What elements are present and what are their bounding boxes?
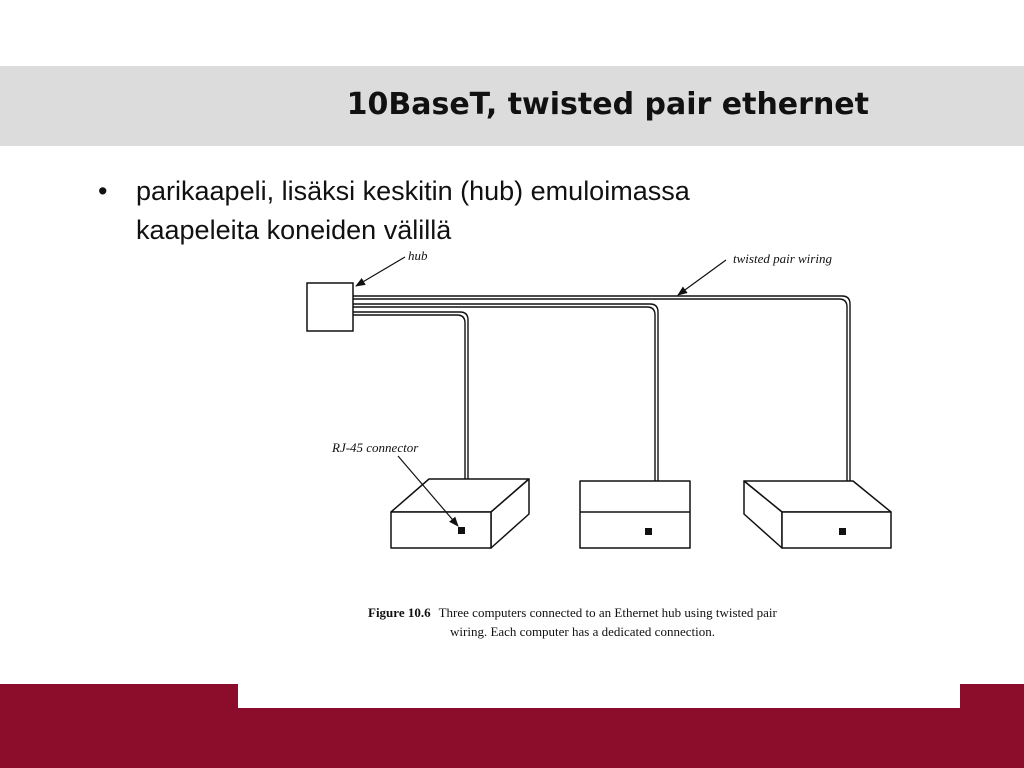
rj45-port-computer-1	[458, 527, 465, 534]
bullet-text-line1: parikaapeli, lisäksi keskitin (hub) emuloimassa	[136, 176, 690, 206]
figure-caption-text: Three computers connected to an Ethernet hub using twisted pair	[438, 605, 777, 620]
rj45-port-computer-3	[839, 528, 846, 535]
hub-label: hub	[408, 248, 428, 263]
computer-1	[391, 479, 529, 548]
computer-3	[744, 481, 891, 548]
slide-title: 10BaseT, twisted pair ethernet	[346, 87, 869, 122]
footer-notch	[238, 684, 960, 708]
rj45-port-computer-2	[645, 528, 652, 535]
wiring-label: twisted pair wiring	[733, 251, 832, 266]
bullet-text-line2: kaapeleita koneiden välillä	[136, 215, 452, 245]
connector-label: RJ-45 connector	[332, 440, 419, 455]
figure-number: Figure 10.6	[368, 605, 431, 620]
figure-caption-line2: wiring. Each computer has a dedicated connection.	[450, 624, 715, 639]
wiring-label-arrow	[678, 260, 726, 295]
figure-caption-line1	[368, 605, 778, 620]
bullet-marker: •	[98, 176, 108, 206]
computer-2	[580, 481, 690, 548]
hub-label-arrow	[356, 257, 405, 286]
hub-box	[307, 283, 353, 331]
